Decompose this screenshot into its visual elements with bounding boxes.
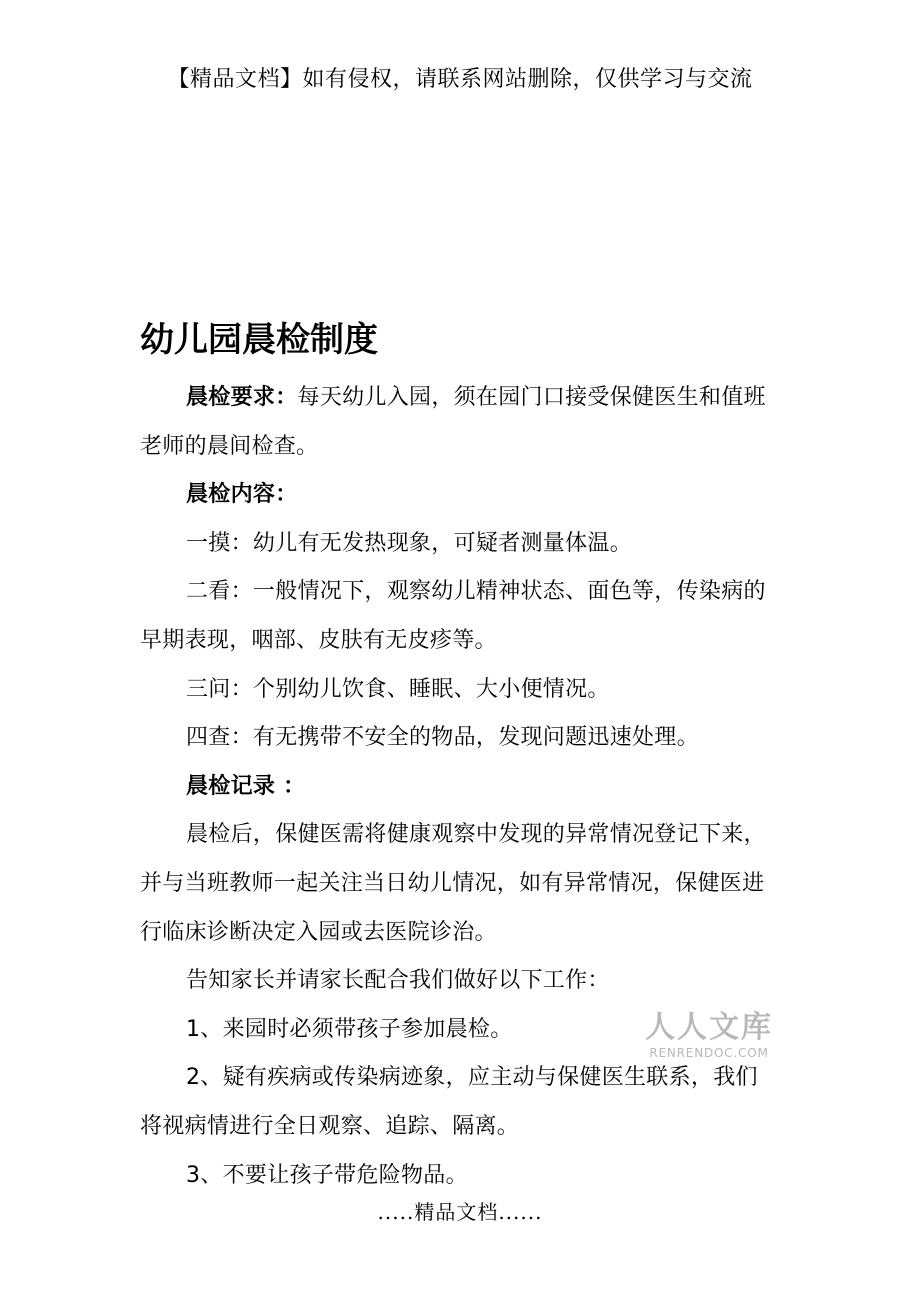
requirement-text: 每天幼儿入园，须在园门口接受保健医生和值班老师的晨间检查。 [140,385,766,459]
record-label: 晨检记录 ： [186,773,306,799]
parents-intro: 告知家长并请家长配合我们做好以下工作： [186,968,610,994]
check-item-ask: 三问：个别幼儿饮食、睡眠、大小便情况。 [186,676,610,702]
requirement-paragraph [140,374,780,471]
check-item-look: 二看：一般情况下，观察幼儿精神状态、面色等，传染病的早期表现，咽部、皮肤有无皮疹等。 [140,579,766,653]
document-body [140,374,780,1200]
header-notice: 【精品文档】如有侵权，请联系网站删除，仅供学习与交流 [167,67,753,92]
check-item-touch: 一摸：幼儿有无发热现象，可疑者测量体温。 [186,530,633,556]
record-paragraph: 晨检后，保健医需将健康观察中发现的异常情况登记下来，并与当班教师一起关注当日幼儿情况，如有异常情况，保健医进行临床诊断决定入园或去医院诊治。 [140,822,766,945]
parent-item-1: 1、来园时必须带孩子参加晨检。 [186,1016,513,1042]
watermark-brand: 人人文库 [645,1010,773,1045]
footer-text: .....精品文档...... [377,1200,543,1224]
parent-item-3: 3、不要让孩子带危险物品。 [186,1162,468,1188]
page-title: 幼儿园晨检制度 [140,320,378,360]
parent-item-2: 2、疑有疾病或传染病迹象，应主动与保健医生联系，我们将视病情进行全日观察、追踪、隔离。 [140,1065,758,1139]
requirement-label: 晨检要求： [186,385,298,410]
watermark-domain: RENRENDOC.COM [649,1046,769,1060]
check-item-inspect: 四查：有无携带不安全的物品，发现问题迅速处理。 [186,725,699,751]
content-label: 晨检内容： [186,482,298,508]
watermark-logo [644,1010,774,1060]
